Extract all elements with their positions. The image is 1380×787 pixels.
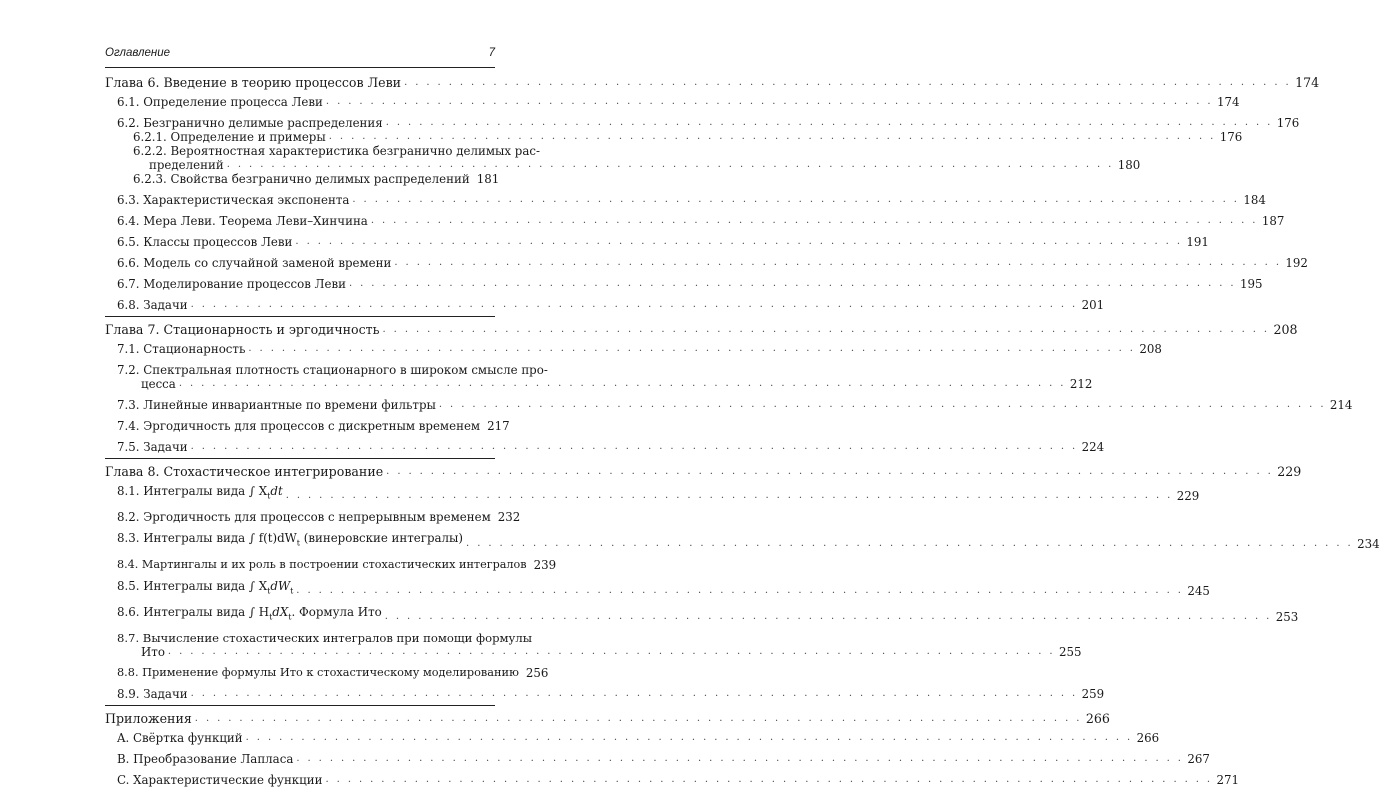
toc-entry-7-3[interactable] [105,398,1353,412]
dot-leader: . . . . . . . . . . . . . . . . . . . . . . . . . . . . . . . . . . . . . . . . . . . . . . . . . . . . . . . . . . . . . . . . . . . . . . . . . . . . . . . . [296,753,1184,765]
dot-leader: . . . . . . . . . . . . . . . . . . . . . . . . . . . . . . . . . . . . . . . . . . . . . . . . . . . . . . . . . . . . . . . . . . . . . . . . . . . . . . . . [394,257,1282,268]
chapter-title: Глава 7. Стационарность и эргодичность [105,322,380,337]
entry-title: 6.4. Мера Леви. Теорема Леви–Хинчина [117,214,368,228]
page-number: 214 [1329,398,1353,412]
entry-title: 7.5. Задачи [117,440,188,454]
dot-leader: . . . . . . . . . . . . . . . . . . . . . . . . . . . . . . . . . . . . . . . . . . . . . . . . . . . . . . . . . . . . . . . . . . . . . . . . . . . . . . . . [466,537,1354,549]
dot-leader: . . . . . . . . . . . . . . . . . . . . . . . . . . . . . . . . . . . . . . . . . . . . . . . . . . . . . . . . . . . . . . . . . . . . . . . . . . . . . . . . [190,688,1078,700]
dot-leader: . . . . . . . . . . . . . . . . . . . . . . . . . . . . . . . . . . . . . . . . . . . . . . . . . . . . . . . . . . . . . . . . . . . . . . . . . . . . . . . . [285,490,1173,502]
toc-entry-6-2-1[interactable] [105,130,1243,144]
header-title: Оглавление [105,47,170,59]
page-number: 234 [1357,536,1380,551]
toc-chapter-6[interactable] [105,75,1320,90]
toc-entry-8-5[interactable] [105,578,1210,599]
table-of-contents [105,75,1380,787]
entry-title: 8.5. Интегралы вида ∫ $X_tdW_t$ [117,578,294,596]
toc-entry-app-a[interactable] [105,731,1160,746]
toc-entry-8-4[interactable] [105,557,557,572]
page-number: 271 [1216,773,1240,787]
page-number: 229 [1176,489,1200,504]
toc-entry-6-7[interactable] [105,277,1263,291]
running-header [105,47,495,63]
entry-title-line1: 8.7. Вычисление стохастических интегралов при помощи формулы [117,631,532,646]
page-number: 187 [1261,214,1285,228]
dot-leader: . . . . . . . . . . . . . . . . . . . . . . . . . . . . . . . . . . . . . . . . . . . . . . . . . . . . . . . . . . . . . . . . . . . . . . . . . . . . . . . . [295,236,1183,247]
dot-leader: . . . . . . . . . . . . . . . . . . . . . . . . . . . . . . . . . . . . . . . . . . . . . . . . . . . . . . . . . . . . . . . . . . . . . . . . . . . . . . . . [384,611,1272,623]
page-number: 195 [1239,277,1263,291]
entry-title: 7.1. Стационарность [117,342,246,356]
page-number: 266 [1085,711,1110,727]
dot-leader: . . . . . . . . . . . . . . . . . . . . . . . . . . . . . . . . . . . . . . . . . . . . . . . . . . . . . . . . . . . . . . . . . . . . . . . . . . . . . . . . [348,278,1236,289]
entry-title: 7.3. Линейные инвариантные по времени фильтры [117,398,436,412]
toc-entry-7-5[interactable] [105,440,1105,454]
page-number: 174 [1295,75,1320,90]
dot-leader: . . . . . . . . . . . . . . . . . . . . . . . . . . . . . . . . . . . . . . . . . . . . . . . . . . . . . . . . . . . . . . . . . . . . . . . . . . . . . . . . [296,585,1184,597]
page-number: 201 [1081,298,1105,312]
toc-entry-7-4[interactable] [105,419,510,433]
page-number: 212 [1069,377,1093,391]
page-number: 176 [1276,116,1300,130]
entry-title: 8.2. Эргодичность для процессов с непрерывным временем [117,510,491,525]
page-number: 266 [1136,731,1160,746]
entry-title: 6.1. Определение процесса Леви [117,95,323,109]
chapter-title: Глава 8. Стохастическое интегрирование [105,464,384,479]
page-number: 184 [1243,193,1266,207]
entry-title: 6.6. Модель со случайной заменой времени [117,256,392,270]
header-page-number: 7 [488,47,495,59]
entry-title: B. Преобразование Лапласа [117,752,294,767]
entry-title: A. Свёртка функций [117,731,243,746]
page-number: 224 [1081,440,1105,454]
chapter-divider [105,316,495,317]
toc-entry-app-c[interactable] [105,773,1240,787]
chapter-title: Приложения [105,711,192,727]
dot-leader: . . . . . . . . . . . . . . . . . . . . . . . . . . . . . . . . . . . . . . . . . . . . . . . . . . . . . . . . . . . . . . . . . . . . . . . . . . . . . . . . [178,378,1066,389]
entry-title: 6.8. Задачи [117,298,188,312]
entry-title-line2: Ито [141,645,165,660]
page-number: 180 [1117,158,1141,172]
dot-leader: . . . . . . . . . . . . . . . . . . . . . . . . . . . . . . . . . . . . . . . . . . . . . . . . . . . . . . . . . . . . . . . . . . . . . . . . . . . . . . . . [194,713,1082,725]
dot-leader: . . . . . . . . . . . . . . . . . . . . . . . . . . . . . . . . . . . . . . . . . . . . . . . . . . . . . . . . . . . . . . . . . . . . . . . . . . . . . . . . [167,646,1055,658]
dot-leader: . . . . . . . . . . . . . . . . . . . . . . . . . . . . . . . . . . . . . . . . . . . . . . . . . . . . . . . . . . . . . . . . . . . . . . . . . . . . . . . . [370,215,1258,226]
page-number: 245 [1187,584,1210,599]
page-number: 217 [487,419,510,433]
toc-entry-6-8[interactable] [105,298,1105,312]
dot-leader: . . . . . . . . . . . . . . . . . . . . . . . . . . . . . . . . . . . . . . . . . . . . . . . . . . . . . . . . . . . . . . . . . . . . . . . . . . . . . . . . [245,732,1133,744]
dot-leader: . . . . . . . . . . . . . . . . . . . . . . . . . . . . . . . . . . . . . . . . . . . . . . . . . . . . . . . . . . . . . . . . . . . . . . . . . . . . . . . . [382,324,1270,335]
toc-entry-6-3[interactable] [105,193,1266,207]
entry-title-line1: 6.2.2. Вероятностная характеристика безгранично делимых рас- [133,144,540,158]
dot-leader: . . . . . . . . . . . . . . . . . . . . . . . . . . . . . . . . . . . . . . . . . . . . . . . . . . . . . . . . . . . . . . . . . . . . . . . . . . . . . . . . [352,194,1240,205]
entry-title: 8.4. Мартингалы и их роль в построении стохастических интегралов [117,557,527,571]
toc-appendices[interactable] [105,711,1110,727]
header-rule [105,67,495,68]
page-number: 229 [1277,464,1302,479]
entry-title: 8.8. Применение формулы Ито к стохастическому моделированию [117,666,519,680]
page-number: 191 [1186,235,1209,249]
page-number: 255 [1058,645,1082,660]
page-number: 174 [1216,95,1240,109]
entry-title: 6.2.1. Определение и примеры [133,130,326,144]
dot-leader: . . . . . . . . . . . . . . . . . . . . . . . . . . . . . . . . . . . . . . . . . . . . . . . . . . . . . . . . . . . . . . . . . . . . . . . . . . . . . . . . [190,299,1078,310]
chapter-title: Глава 6. Введение в теорию процессов Леви [105,75,402,90]
toc-entry-6-5[interactable] [105,235,1209,249]
toc-entry-6-1[interactable] [105,95,1240,109]
toc-entry-8-8[interactable] [105,666,549,681]
entry-title-line1: 7.2. Спектральная плотность стационарного в широком смысле про- [117,363,548,377]
toc-entry-7-2[interactable] [105,363,1093,391]
dot-leader: . . . . . . . . . . . . . . . . . . . . . . . . . . . . . . . . . . . . . . . . . . . . . . . . . . . . . . . . . . . . . . . . . . . . . . . . . . . . . . . . [226,159,1114,170]
chapter-divider [105,458,495,459]
chapter-divider [105,705,495,706]
entry-title: 6.5. Классы процессов Леви [117,235,293,249]
entry-title: 6.2.3. Свойства безгранично делимых распределений [133,172,470,186]
page-number: 267 [1187,752,1210,767]
toc-entry-app-b[interactable] [105,752,1210,767]
toc-entry-6-6[interactable] [105,256,1308,270]
entry-title: 8.9. Задачи [117,687,188,702]
dot-leader: . . . . . . . . . . . . . . . . . . . . . . . . . . . . . . . . . . . . . . . . . . . . . . . . . . . . . . . . . . . . . . . . . . . . . . . . . . . . . . . . [325,774,1213,786]
page-number: 176 [1219,130,1243,144]
entry-title: 8.6. Интегралы вида ∫ $H_tdX_t$. Формула Ито [117,605,382,622]
dot-leader: . . . . . . . . . . . . . . . . . . . . . . . . . . . . . . . . . . . . . . . . . . . . . . . . . . . . . . . . . . . . . . . . . . . . . . . . . . . . . . . . [386,466,1274,477]
toc-entry-6-2[interactable] [105,116,1300,130]
toc-entry-6-4[interactable] [105,214,1285,228]
entry-title: 7.4. Эргодичность для процессов с дискретным временем [117,419,481,433]
entry-title: 8.3. Интегралы вида ∫ $f(t)dW_t$ (винеровские интегралы) [117,531,464,548]
entry-title-line2: цесса [141,377,176,391]
entry-title: 8.1. Интегралы вида ∫ $X_tdt$ [117,484,283,501]
entry-title: C. Характеристические функции [117,773,323,787]
dot-leader: . . . . . . . . . . . . . . . . . . . . . . . . . . . . . . . . . . . . . . . . . . . . . . . . . . . . . . . . . . . . . . . . . . . . . . . . . . . . . . . . [190,441,1078,452]
toc-chapter-7[interactable] [105,322,1298,337]
toc-entry-8-7[interactable] [105,631,1082,660]
entry-title: 6.2. Безгранично делимые распределения [117,116,383,130]
dot-leader: . . . . . . . . . . . . . . . . . . . . . . . . . . . . . . . . . . . . . . . . . . . . . . . . . . . . . . . . . . . . . . . . . . . . . . . . . . . . . . . . [404,77,1292,88]
toc-entry-8-3[interactable] [105,531,1380,551]
dot-leader: . . . . . . . . . . . . . . . . . . . . . . . . . . . . . . . . . . . . . . . . . . . . . . . . . . . . . . . . . . . . . . . . . . . . . . . . . . . . . . . . [328,131,1216,142]
dot-leader: . . . . . . . . . . . . . . . . . . . . . . . . . . . . . . . . . . . . . . . . . . . . . . . . . . . . . . . . . . . . . . . . . . . . . . . . . . . . . . . . [438,399,1326,410]
dot-leader: . . . . . . . . . . . . . . . . . . . . . . . . . . . . . . . . . . . . . . . . . . . . . . . . . . . . . . . . . . . . . . . . . . . . . . . . . . . . . . . . [248,343,1136,354]
entry-title: 6.3. Характеристическая экспонента [117,193,350,207]
page-number: 181 [476,172,500,186]
toc-entry-8-6[interactable] [105,605,1299,625]
toc-entry-8-9[interactable] [105,687,1105,702]
page-number: 232 [497,510,521,525]
page-number: 208 [1273,322,1298,337]
page-number: 192 [1285,256,1308,270]
toc-entry-6-2-3[interactable] [105,172,500,186]
toc-chapter-8[interactable] [105,464,1302,479]
entry-title-line2: пределений [149,158,224,172]
toc-entry-7-1[interactable] [105,342,1162,356]
page-number: 208 [1139,342,1162,356]
page-number: 256 [525,666,549,681]
dot-leader: . . . . . . . . . . . . . . . . . . . . . . . . . . . . . . . . . . . . . . . . . . . . . . . . . . . . . . . . . . . . . . . . . . . . . . . . . . . . . . . . [385,117,1273,128]
toc-entry-8-1[interactable] [105,484,1200,504]
page-number: 239 [533,557,557,572]
toc-entry-8-2[interactable] [105,510,521,525]
dot-leader: . . . . . . . . . . . . . . . . . . . . . . . . . . . . . . . . . . . . . . . . . . . . . . . . . . . . . . . . . . . . . . . . . . . . . . . . . . . . . . . . [325,96,1213,107]
toc-entry-6-2-2[interactable] [105,144,1141,172]
page-number: 259 [1081,687,1105,702]
entry-title: 6.7. Моделирование процессов Леви [117,277,346,291]
page-number: 253 [1275,610,1299,625]
